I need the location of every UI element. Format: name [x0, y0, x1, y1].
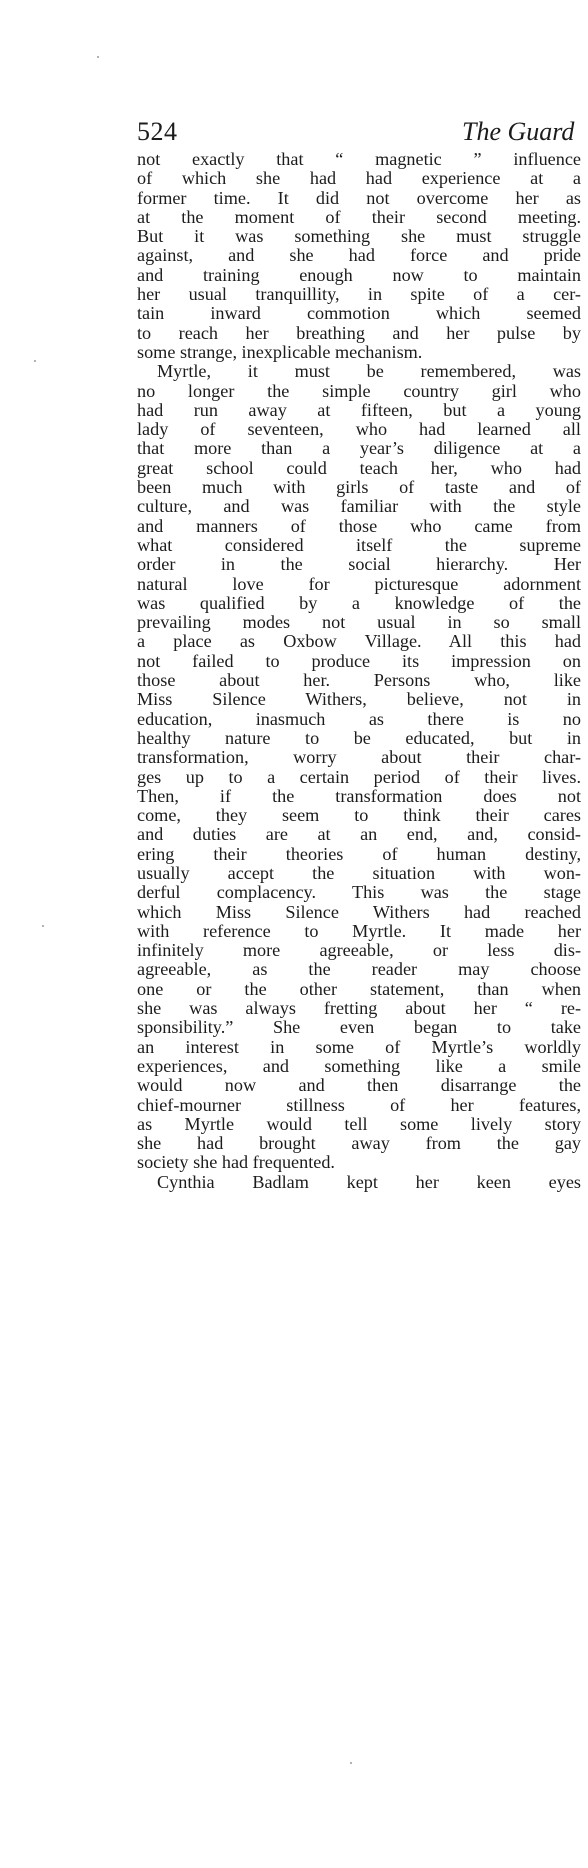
text-line: not exactly that “ magnetic ” influence — [137, 149, 581, 169]
text-line: transformation, worry about their char- — [137, 747, 581, 768]
text-line: to reach her breathing and her pulse by — [137, 322, 581, 343]
paper-speck — [42, 925, 44, 927]
text-line: of which she had had experience at a — [137, 168, 581, 189]
text-line: Miss Silence Withers, believe, not in — [137, 689, 581, 710]
text-line: her usual tranquillity, in spite of a cer- — [137, 284, 581, 305]
text-line: Then, if the transformation does not — [137, 785, 581, 806]
text-line: sponsibility.” She even began to take — [137, 1017, 581, 1038]
text-line: what considered itself the supreme — [137, 534, 581, 555]
text-line: culture, and was familiar with the style — [137, 496, 581, 517]
text-line: chief-mourner stillness of her features, — [137, 1094, 581, 1115]
text-line: ges up to a certain period of their lives. — [137, 766, 581, 787]
text-line: society she had frequented. — [137, 1152, 335, 1173]
running-title: The Guard — [462, 117, 575, 146]
text-line: and duties are at an end, and, consid- — [137, 824, 581, 845]
text-line: lady of seventeen, who had learned all — [137, 419, 581, 440]
text-line: she was always fretting about her “ re- — [137, 998, 581, 1019]
text-line: some strange, inexplicable mechanism. — [137, 341, 423, 362]
text-line: no longer the simple country girl who — [137, 380, 581, 401]
page-number: 524 — [137, 117, 178, 146]
text-line: former time. It did not overcome her as — [137, 187, 581, 208]
text-line: derful complacency. This was the stage — [137, 882, 581, 903]
text-line: against, and she had force and pride — [137, 245, 581, 266]
text-line: Myrtle, it must be remembered, was — [157, 361, 581, 382]
paper-speck — [350, 1762, 352, 1764]
text-line: education, inasmuch as there is no — [137, 708, 581, 729]
text-line: had run away at fifteen, but a young — [137, 399, 581, 420]
text-line: one or the other statement, than when — [137, 978, 581, 999]
text-line: ering their theories of human destiny, — [137, 843, 581, 864]
text-line: But it was something she must struggle — [137, 226, 581, 247]
text-line: been much with girls of taste and of — [137, 477, 581, 498]
text-line: an interest in some of Myrtle’s worldly — [137, 1036, 581, 1057]
text-line: order in the social hierarchy. Her — [137, 554, 581, 575]
text-line: natural love for picturesque adornment — [137, 573, 581, 594]
text-line: was qualified by a knowledge of the — [137, 592, 581, 613]
text-line: with reference to Myrtle. It made her — [137, 920, 581, 941]
text-line: at the moment of their second meeting. — [137, 206, 581, 227]
text-line: that more than a year’s diligence at a — [137, 438, 581, 459]
text-line: experiences, and something like a smile — [137, 1055, 581, 1076]
paper-speck — [97, 56, 99, 58]
text-line: usually accept the situation with won- — [137, 862, 581, 883]
text-line: tain inward commotion which seemed — [137, 303, 581, 324]
text-line: as Myrtle would tell some lively story — [137, 1113, 581, 1134]
text-line: Cynthia Badlam kept her keen eyes — [157, 1171, 581, 1192]
text-line: agreeable, as the reader may choose — [137, 959, 581, 980]
paper-speck — [34, 360, 36, 362]
text-line: and training enough now to maintain — [137, 264, 581, 285]
body-text — [137, 150, 581, 1192]
text-line: and manners of those who came from — [137, 515, 581, 536]
text-line: which Miss Silence Withers had reached — [137, 901, 581, 922]
text-line: come, they seem to think their cares — [137, 805, 581, 826]
text-line: great school could teach her, who had — [137, 457, 581, 478]
text-line: not failed to produce its impression on — [137, 650, 581, 671]
text-line: prevailing modes not usual in so small — [137, 612, 581, 633]
text-line: those about her. Persons who, like — [137, 670, 581, 691]
text-line: would now and then disarrange the — [137, 1075, 581, 1096]
text-line: a place as Oxbow Village. All this had — [137, 631, 581, 652]
text-line: she had brought away from the gay — [137, 1133, 581, 1154]
text-line: infinitely more agreeable, or less dis- — [137, 940, 581, 961]
text-line: healthy nature to be educated, but in — [137, 727, 581, 748]
